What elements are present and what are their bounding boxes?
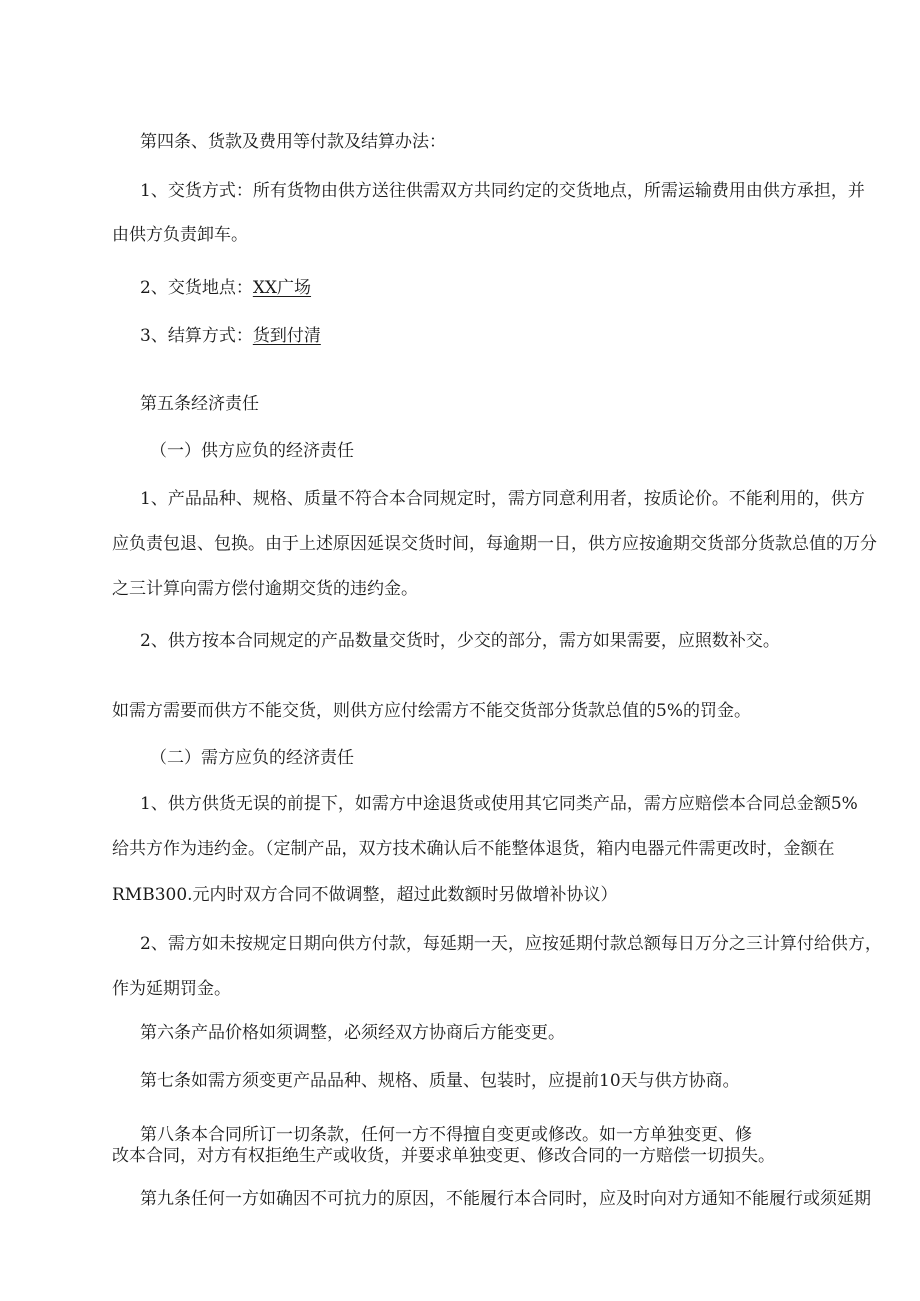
delivery-method-line-2: 由供方负责卸车。 [112,225,248,245]
article-8-line-2: 改本合同，对方有权拒绝生产或收货，并要求单独变更、修改合同的一方赔偿一切损失。 [112,1146,775,1166]
article-9-line-1: 第九条任何一方如确因不可抗力的原因，不能履行本合同时，应及时向对方通知不能履行或须延期 [140,1189,871,1209]
settlement-method-label: 3、结算方式： [140,326,253,346]
buyer-clause-1-line-1: 1、供方供货无误的前提下，如需方中途退货或使用其它同类产品，需方应赔偿本合同总金额5% [140,794,858,814]
supplier-clause-1-line-3: 之三计算向需方偿付逾期交货的违约金。 [112,579,418,599]
delivery-location [140,277,311,299]
buyer-clause-2-line-1: 2、需方如未按规定日期向供方付款，每延期一天，应按延期付款总额每日万分之三计算付给供方， [140,934,882,954]
buyer-clause-2-line-2: 作为延期罚金。 [112,979,231,999]
article-7: 第七条如需方须变更产品品种、规格、质量、包装时，应提前10天与供方协商。 [140,1071,740,1091]
article-8-line-1: 第八条本合同所订一切条款，任何一方不得擅自变更或修改。如一方单独变更、修 [140,1125,752,1145]
supplier-clause-1-line-2: 应负责包退、包换。由于上述原因延误交货时间，每逾期一日，供方应按逾期交货部分货款总值的万分 [112,534,877,554]
article-6: 第六条产品价格如须调整，必须经双方协商后方能变更。 [140,1023,565,1043]
article-5-heading: 第五条经济责任 [140,394,259,414]
buyer-clause-1-line-2: 给共方作为违约金。（定制产品，双方技术确认后不能整体退货，箱内电器元件需更改时，金额在 [112,839,835,859]
delivery-method-line-1: 1、交货方式：所有货物由供方送往供需双方共同约定的交货地点，所需运输费用由供方承担，并 [140,181,865,201]
buyer-clause-1-line-3: RMB300.元内时双方合同不做调整，超过此数额时另做增补协议） [112,885,618,905]
delivery-location-value: XX广场 [252,278,312,298]
article-4-heading: 第四条、货款及费用等付款及结算办法： [140,132,446,152]
supplier-clause-1-line-1: 1、产品品种、规格、质量不符合本合同规定时，需方同意利用者，按质论价。不能利用的，供方 [140,489,865,509]
supplier-penalty-line: 如需方需要而供方不能交货，则供方应付绘需方不能交货部分货款总值的5%的罚金。 [112,701,751,721]
supplier-clause-2: 2、供方按本合同规定的产品数量交货时，少交的部分，需方如果需要，应照数补交。 [140,631,780,651]
supplier-liability-heading: （一）供方应负的经济责任 [150,441,354,461]
delivery-location-label: 2、交货地点： [140,278,253,298]
buyer-liability-heading: （二）需方应负的经济责任 [150,748,354,768]
settlement-method-value: 货到付清 [252,326,321,346]
settlement-method [140,325,321,347]
